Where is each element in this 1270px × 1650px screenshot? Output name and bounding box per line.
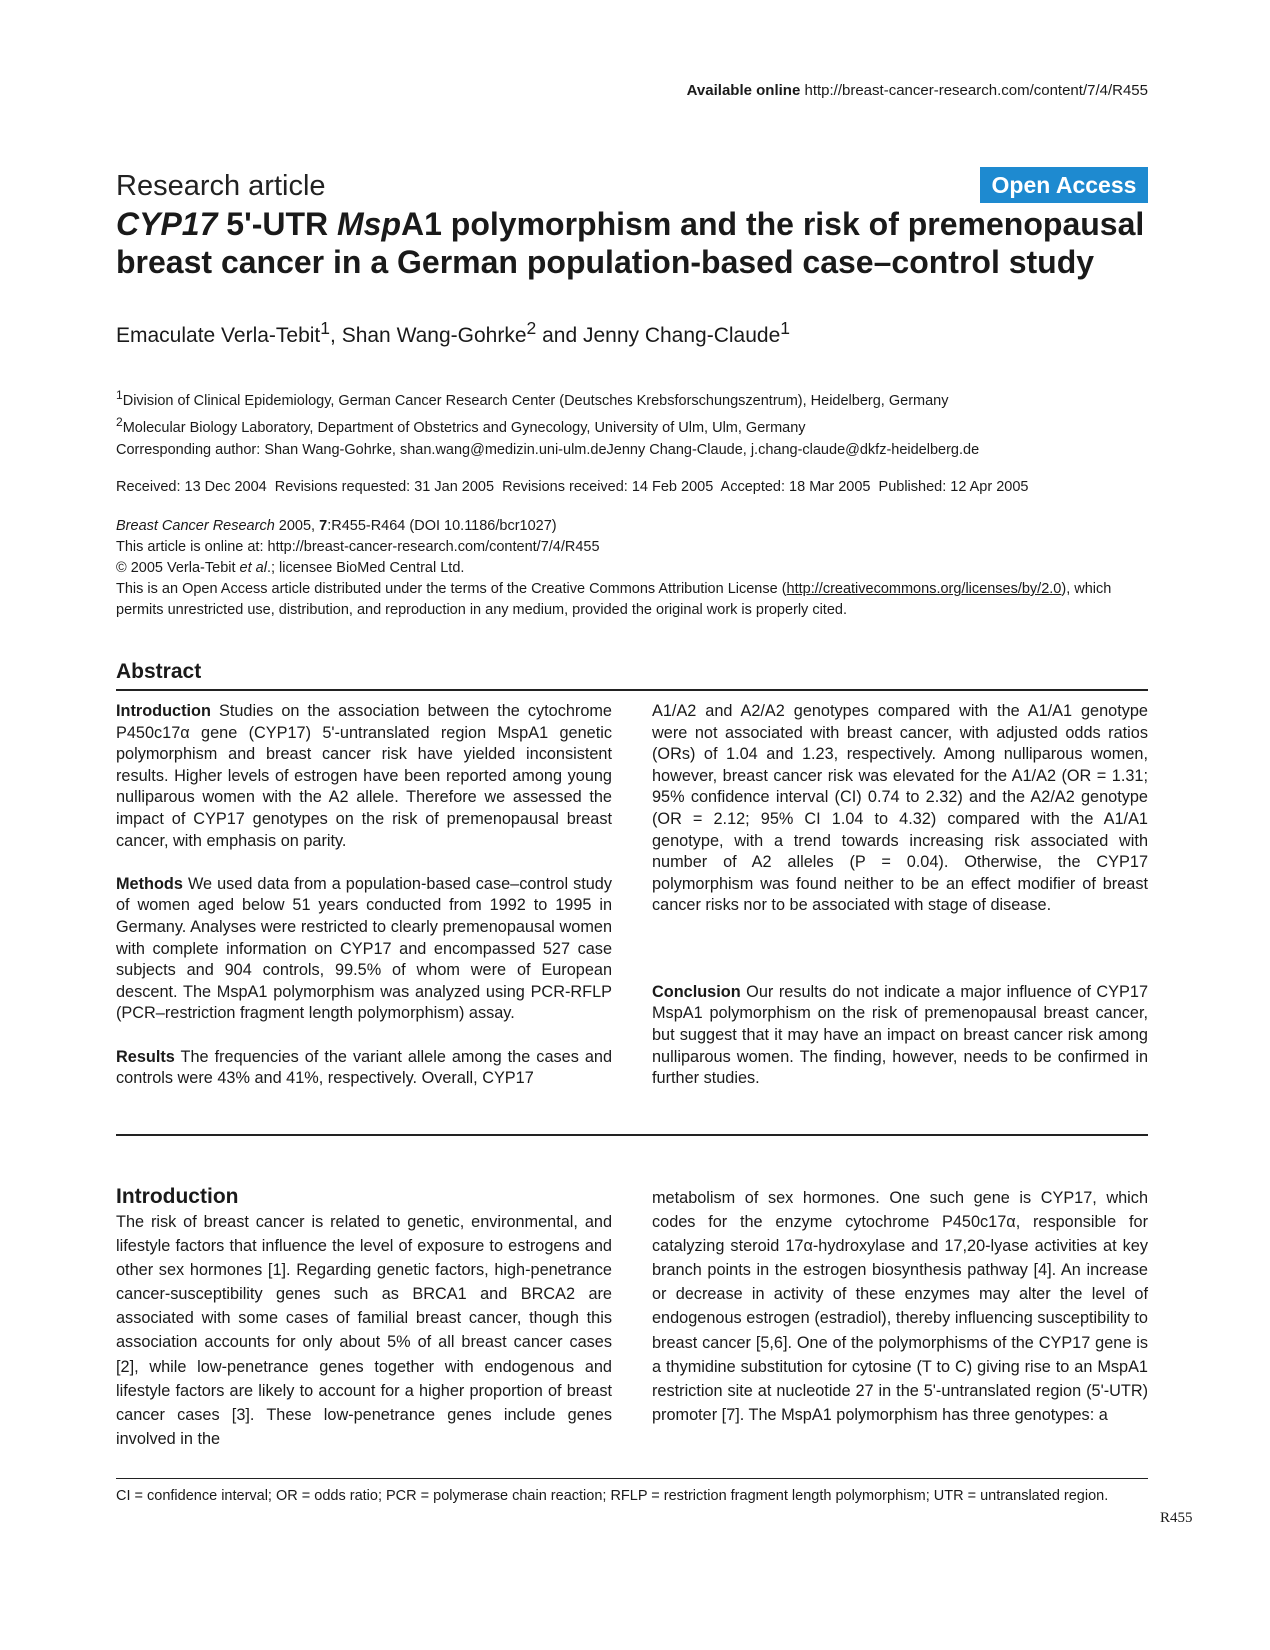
abstract-bottom-rule: [116, 1134, 1148, 1136]
license-text: This is an Open Access article distributed under the terms of the Creative Commons Attribution License (: [116, 581, 787, 597]
abstract-intro-label: Introduction: [116, 702, 211, 720]
copyright-text-end: .; licensee BioMed Central Ltd.: [266, 560, 465, 576]
author-sep: and: [536, 324, 583, 347]
title-text-a: 5'-UTR: [217, 206, 337, 242]
license-line: [116, 579, 1148, 621]
citation-volume: 7: [319, 518, 328, 534]
title-gene: CYP17: [116, 206, 218, 242]
article-page: [116, 0, 1148, 1650]
author-2-affil: 2: [526, 318, 537, 338]
title-enzyme: Msp: [337, 206, 401, 242]
affil-text: Division of Clinical Epidemiology, German Cancer Research Center (Deutsches Krebsforschungszentrum), Heidelberg, Germany: [122, 392, 949, 409]
abstract-results-text: The frequencies of the variant allele among the cases and controls were 43% and 41%, respectively. Overall, CYP17: [116, 1047, 612, 1088]
citation-doi: :R455-R464 (DOI 10.1186/bcr1027): [327, 518, 557, 534]
page-number: R455: [1160, 1510, 1193, 1526]
abstract-conclusion-label: Conclusion: [652, 982, 741, 1001]
article-url[interactable]: http://breast-cancer-research.com/content/7/4/R455: [804, 82, 1148, 99]
license-link[interactable]: http://creativecommons.org/licenses/by/2.0: [786, 581, 1062, 597]
affiliation-1: [116, 385, 949, 412]
abstract-results-label: Results: [116, 1047, 175, 1066]
abstract-conclusion-text: Our results do not indicate a major influence of CYP17 MspA1 polymorphism on the risk of premenopausal breast cancer, but suggest that it may have an impact on breast cancer risk among nulliparous women. The finding, however, needs to be confirmed in further studies.: [652, 982, 1148, 1088]
abstract-conclusion: [652, 982, 1148, 1090]
citation-block: [116, 516, 1148, 621]
abstract-right-column: [652, 701, 1148, 1111]
availability-line: [687, 82, 1148, 99]
author-3: Jenny Chang-Claude: [582, 324, 781, 347]
affil-text: Molecular Biology Laboratory, Department of Obstetrics and Gynecology, University of Ulm, Ulm, Germany: [122, 419, 806, 436]
abstract-introduction: [116, 701, 612, 852]
affiliations: [116, 385, 949, 439]
abstract-top-rule: [116, 689, 1148, 691]
online-line: This article is online at: http://breast-cancer-research.com/content/7/4/R455: [116, 539, 600, 555]
author-3-affil: 1: [780, 318, 790, 338]
affil-marker: 1: [116, 388, 123, 402]
author-2: Shan Wang-Gohrke: [341, 324, 527, 347]
author-list: [116, 318, 790, 348]
abbreviations-footnote: CI = confidence interval; OR = odds ratio; PCR = polymerase chain reaction; RFLP = restriction fragment length polymorphism; UTR = untranslated region.: [116, 1488, 1109, 1504]
article-dates: Received: 13 Dec 2004 Revisions requested: 31 Jan 2005 Revisions received: 14 Feb 2005 Accepted: 18 Mar 2005 Published: 12 Apr 2005: [116, 479, 1029, 495]
license-text-end: ), which permits unrestricted use, distribution, and reproduction in any medium, provided the original work is properly cited.: [116, 581, 1112, 618]
author-1-affil: 1: [320, 318, 331, 338]
title-text-b: A1 polymorphism and the risk of premenopausal breast cancer in a German population-based case–control study: [116, 206, 1145, 280]
open-access-badge: Open Access: [980, 167, 1148, 203]
abstract-left-column: [116, 701, 612, 1111]
affil-marker: 2: [116, 414, 123, 429]
corresponding-author: Corresponding author: Shan Wang-Gohrke, shan.wang@medizin.uni-ulm.deJenny Chang-Claude, j.chang-claude@dkfz-heidelberg.de: [116, 442, 980, 458]
abstract-intro-text: Studies on the association between the cytochrome P450c17α gene (CYP17) 5'-untranslated region MspA1 genetic polymorphism and breast cancer risk have yielded inconsistent results. Higher levels of estrogen have been reported among young nulliparous women with the A2 allele. Therefore we assessed the impact of CYP17 genotypes on the risk of premenopausal breast cancer, with emphasis on parity.: [116, 702, 612, 850]
abstract-results: [116, 1047, 612, 1090]
copyright-etal: et al: [239, 560, 267, 576]
journal-name: Breast Cancer Research: [116, 518, 275, 534]
author-sep: ,: [330, 324, 342, 347]
copyright-line: [116, 558, 1148, 579]
citation-year: 2005,: [274, 518, 320, 534]
abstract-methods-label: Methods: [116, 874, 183, 893]
available-label: Available online: [686, 82, 801, 99]
abstract-heading: Abstract: [116, 660, 202, 683]
abstract-methods: [116, 874, 612, 1025]
article-type: Research article: [116, 170, 326, 202]
abstract-results-continued: A1/A2 and A2/A2 genotypes compared with the A1/A1 genotype were not associated with breast cancer, with adjusted odds ratios (ORs) of 1.04 and 1.23, respectively. Among nulliparous women, however, breast cancer risk was elevated for the A1/A2 (OR = 1.31; 95% confidence interval (CI) 0.74 to 2.32) and the A2/A2 genotype (OR = 2.12; 95% CI 1.04 to 4.32) compared with the A1/A1 genotype, with a trend towards increasing risk associated with number of A2 alleles (P = 0.04). Otherwise, the CYP17 polymorphism was found neither to be an effect modifier of breast cancer risks nor to be associated with stage of disease.: [652, 702, 1148, 915]
affiliation-2: [116, 412, 949, 439]
abstract-methods-text: We used data from a population-based case–control study of women aged below 51 years conducted from 1992 to 1995 in Germany. Analyses were restricted to clearly premenopausal women with complete information on CYP17 and encompassed 527 case subjects and 904 controls, 99.5% of whom were of European descent. The MspA1 polymorphism was analyzed using PCR-RFLP (PCR–restriction fragment length polymorphism) assay.: [116, 874, 612, 1023]
copyright-text: © 2005 Verla-Tebit: [116, 560, 240, 576]
introduction-right-column: metabolism of sex hormones. One such gene is CYP17, which codes for the enzyme cytochrome P450c17α, responsible for catalyzing steroid 17α-hydroxylase and 17,20-lyase activities at key branch points in the estrogen biosynthesis pathway [4]. An increase or decrease in activity of these enzymes may alter the level of endogenous estrogen (estradiol), thereby influencing susceptibility to breast cancer [5,6]. One of the polymorphisms of the CYP17 gene is a thymidine substitution for cytosine (T to C) giving rise to an MspA1 restriction site at nucleotide 27 in the 5'-untranslated region (5'-UTR) promoter [7]. The MspA1 polymorphism has three genotypes: a: [652, 1189, 1148, 1424]
introduction-heading: Introduction: [116, 1185, 239, 1208]
citation-line: [116, 516, 1148, 537]
article-title: [116, 205, 1148, 281]
author-1: Emaculate Verla-Tebit: [116, 324, 321, 347]
introduction-left-column: The risk of breast cancer is related to genetic, environmental, and lifestyle factors that influence the level of exposure to estrogens and other sex hormones [1]. Regarding genetic factors, high-penetrance cancer-susceptibility genes such as BRCA1 and BRCA2 are associated with some cases of familial breast cancer, though this association accounts for only about 5% of all breast cancer cases [2], while low-penetrance genes together with endogenous and lifestyle factors are likely to account for a higher proportion of breast cancer cases [3]. These low-penetrance genes include genes involved in the: [116, 1213, 612, 1448]
footnote-rule: [116, 1478, 1148, 1479]
